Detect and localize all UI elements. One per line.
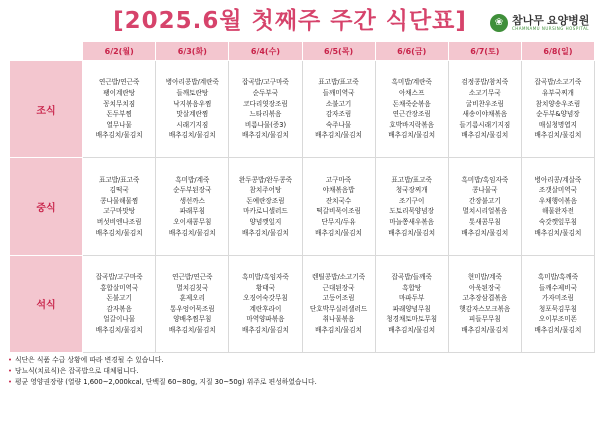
menu-item: 조기구이 [398,196,425,205]
menu-item: 고등어조림 [322,294,355,303]
bullet-icon: • [8,378,13,386]
menu-item: 연근간장조림 [392,110,431,119]
menu-item: 배추김치/물김치 [315,228,362,237]
menu-item: 돈불고기 [106,294,132,303]
menu-item: 숙주나물 [325,120,352,129]
menu-item: 배추김치/물김치 [534,131,582,140]
menu-item: 순두부된장국 [173,186,212,195]
notes [8,355,598,388]
menu-item: 표고밥/표고죽 [98,175,140,184]
menu-item: 맛살계란찜 [176,110,209,119]
menu-item: 코다리엿장조림 [243,99,288,108]
menu-item: 참치주어탕 [249,186,282,195]
menu-item: 마늘쫑새우볶음 [389,218,434,227]
menu-item: 톳새콤무침 [468,218,501,227]
menu-item: 배추김치/물김치 [461,131,509,140]
day-header: 6/3(화) [156,42,229,61]
menu-item: 간장불고기 [468,196,501,205]
menu-cell [448,61,521,158]
menu-cell [375,61,448,158]
menu-item: 돈채죽순볶음 [392,99,431,108]
menu-item: 피들무무침 [468,315,501,324]
menu-item: 홍합살미역국 [100,283,139,292]
menu-item: 떡갈비묵이조림 [316,207,361,216]
menu-item: 돈두부찜 [106,110,132,119]
note-text: 당뇨식(치료식)은 잡곡밥으로 대체됩니다. [15,367,139,375]
menu-item: 흑미밥/흑임자죽 [242,273,289,282]
menu-item: 매실청명엽지 [538,120,578,129]
menu-item: 숙갓깻잎무침 [538,218,578,227]
note-text: 식단은 식품 수급 상황에 따라 변경될 수 있습니다. [15,356,164,364]
menu-item: 청포묵김무침 [538,304,578,313]
menu-item: 돈예란장조림 [246,196,285,205]
menu-item: 통우엉어묵조림 [170,304,215,313]
menu-item: 호박바지락볶음 [389,120,434,129]
menu-item: 감자조림 [325,110,352,119]
menu-item: 마파두부 [398,294,425,303]
menu-item: 검정콩밥/참치죽 [461,78,509,87]
menu-item: 잡곡밥/소고기죽 [534,78,582,87]
menu-item: 잡곡밥/고구마죽 [242,78,289,87]
menu-item: 배추김치/물김치 [388,326,436,335]
menu-item: 현미밥/계죽 [467,273,502,282]
menu-item: 느타리볶음 [249,110,282,119]
menu-item: 배추김치/물김치 [461,326,509,335]
menu-item: 고추장삼겹볶음 [462,294,508,303]
menu-item: 양배추찜무침 [173,315,212,324]
menu-item: 팽이계란탕 [103,88,136,97]
menu-cell [448,158,521,255]
menu-item: 흑미밥/흑임자죽 [461,175,509,184]
meal-row [10,61,595,158]
menu-item: 흑미밥/흑깨죽 [537,273,579,282]
menu-cell [156,158,229,255]
menu-item: 버섯비엔나조림 [96,218,142,227]
menu-item: 소고기무국 [468,88,501,97]
menu-item: 연근밥/연근죽 [172,273,213,282]
menu-item: 청경채토마토무침 [386,315,438,324]
menu-cell [156,61,229,158]
meal-row [10,255,595,352]
menu-item: 흑미밥/계죽 [175,175,210,184]
menu-cell [302,255,375,352]
meal-label: 중식 [10,158,83,255]
note-item [8,355,598,366]
menu-item: 콩나물국 [472,186,498,195]
menu-item: 잔치국수 [325,196,352,205]
weekly-menu-table [9,41,595,353]
menu-item: 배추김치/물김치 [95,131,143,140]
day-header-row [10,42,595,61]
menu-item: 조갯살미역국 [538,186,578,195]
menu-cell [521,158,594,255]
logo-subtitle: CHAMNAMU NURSING HOSPITAL [512,26,590,31]
menu-item: 표고밥/표고죽 [318,78,359,87]
menu-cell [521,61,594,158]
menu-item: 낙지볶음우찜 [173,99,212,108]
menu-item: 멸치시리얼볶음 [462,207,508,216]
menu-item: 배추김치/물김치 [388,131,436,140]
menu-item: 배추김치/물김치 [168,131,216,140]
menu-cell [302,61,375,158]
day-header: 6/2(월) [83,42,156,61]
menu-cell [83,158,156,255]
menu-item: 콩나물해물찜 [100,196,139,205]
day-header: 6/8(일) [521,42,594,61]
menu-item: 렌틸콩밥/소고기죽 [311,273,366,282]
menu-item: 도토리묵양념장 [389,207,434,216]
menu-item: 잡곡밥/들깨죽 [391,273,432,282]
menu-item: 열무나물 [106,120,132,129]
menu-item: 파래무침 [179,207,206,216]
menu-cell [229,255,302,352]
menu-item: 우채행이볶음 [538,196,578,205]
menu-item: 파래양념무침 [392,304,431,313]
hospital-logo [490,12,596,38]
menu-item: 배추김치/물김치 [242,326,289,335]
menu-item: 들깨토란탕 [176,88,209,97]
menu-item: 꽁치무치짐 [103,99,136,108]
menu-item: 배추김치/물김치 [168,228,216,237]
note-item [8,366,598,377]
day-header: 6/4(수) [229,42,302,61]
meal-row [10,158,595,255]
menu-item: 배추김치/물김치 [534,326,582,335]
menu-item: 생선까스 [179,196,206,205]
logo-name: 참나무 요양병원 [512,15,590,27]
menu-item: 고구마맛탕 [103,207,136,216]
menu-item: 단호박무실러샐러드 [309,304,368,313]
menu-item: 흑합탕 [402,283,422,292]
note-text: 평균 영양권장량 (열량 1,600~2,000kcal, 단백질 60~80g, 지질 30~50g) 위주로 편성하였습니다. [15,378,317,386]
menu-item: 황태국 [255,283,275,292]
menu-cell [375,158,448,255]
menu-item: 야채볶음밥 [322,186,355,195]
menu-item: 단무지/두유 [321,218,356,227]
menu-item: 햇감자스모크볶음 [459,304,511,313]
menu-item: 오이부조미폰 [538,315,578,324]
menu-item: 배추김치/물김치 [242,228,289,237]
menu-item: 병아리콩/계살죽 [534,175,582,184]
menu-cell [83,255,156,352]
menu-item: 유부국찌개 [542,88,574,97]
meal-label: 조식 [10,61,83,158]
page-title: [2025.6월 첫째주 주간 식단표] [113,8,467,34]
menu-item: 해물완자전 [542,207,574,216]
menu-item: 배추김치/물김치 [95,326,143,335]
menu-item: 배추김치/물김치 [388,228,436,237]
menu-item: 들깨수제비국 [538,283,578,292]
day-header: 6/5(목) [302,42,375,61]
menu-item: 배추김치/물김치 [315,326,362,335]
menu-item: 배추김치/물김치 [168,326,216,335]
menu-item: 배추김치/물김치 [242,131,289,140]
menu-item: 비름나물(증3) [244,120,287,129]
menu-item: 표고밥/표고죽 [391,175,432,184]
menu-item: 계란후라이 [249,304,282,313]
menu-item: 마역양파볶음 [246,315,285,324]
menu-item: 마카로니샐러드 [243,207,288,216]
menu-item: 연근밥/연근죽 [98,78,140,87]
menu-item: 가자미조림 [542,294,574,303]
bullet-icon: • [8,356,13,364]
menu-item: 아채스프 [398,88,425,97]
menu-item: 완두콩밥/완두콩죽 [238,175,293,184]
menu-item: 들기름시래기지짐 [459,120,511,129]
menu-item: 감자볶음 [106,304,132,313]
menu-cell [448,255,521,352]
menu-item: 오이새콤무침 [173,218,212,227]
menu-item: 순두부국 [252,88,279,97]
menu-item: 얼갈이나물 [103,315,136,324]
tree-icon: ❀ [490,14,508,32]
menu-item: 훈제오리 [179,294,206,303]
menu-item: 참치양송우조림 [535,99,581,108]
menu-item: 근대된장국 [322,283,355,292]
menu-item: 소불고기 [325,99,352,108]
menu-item: 병아리콩밥/계란죽 [165,78,219,87]
corner-cell [10,42,83,61]
menu-item: 시래기지짐 [176,120,209,129]
menu-cell [375,255,448,352]
menu-cell [156,255,229,352]
menu-item: 고구마죽 [325,175,352,184]
menu-item: 오징어숙갓무침 [243,294,288,303]
menu-item: 새송이야채볶음 [462,110,508,119]
day-header: 6/7(토) [448,42,521,61]
menu-cell [83,61,156,158]
menu-item: 취나물볶음 [322,315,355,324]
menu-cell [302,158,375,255]
menu-item: 배추김치/물김치 [95,228,143,237]
menu-item: 양념깻잎지 [249,218,282,227]
menu-item: 흑미밥/계란죽 [391,78,432,87]
menu-item: 멸치김칫국 [176,283,209,292]
menu-item: 김떡국 [109,186,129,195]
menu-item: 배추김치/물김치 [461,228,509,237]
menu-cell [229,61,302,158]
menu-item: 청국장찌개 [395,186,428,195]
menu-item: 순두부&양념장 [536,110,580,119]
day-header: 6/6(금) [375,42,448,61]
menu-item: 배추김치/물김치 [315,131,362,140]
menu-cell [229,158,302,255]
note-item [8,377,598,388]
menu-item: 잡곡밥/고구마죽 [95,273,143,282]
menu-body [10,61,595,353]
menu-item: 들깨미역국 [322,88,355,97]
bullet-icon: • [8,367,13,375]
meal-label: 석식 [10,255,83,352]
menu-item: 배추김치/물김치 [534,228,582,237]
menu-cell [521,255,594,352]
menu-item: 아욱된장국 [468,283,501,292]
menu-item: 굴비찬우조림 [465,99,504,108]
